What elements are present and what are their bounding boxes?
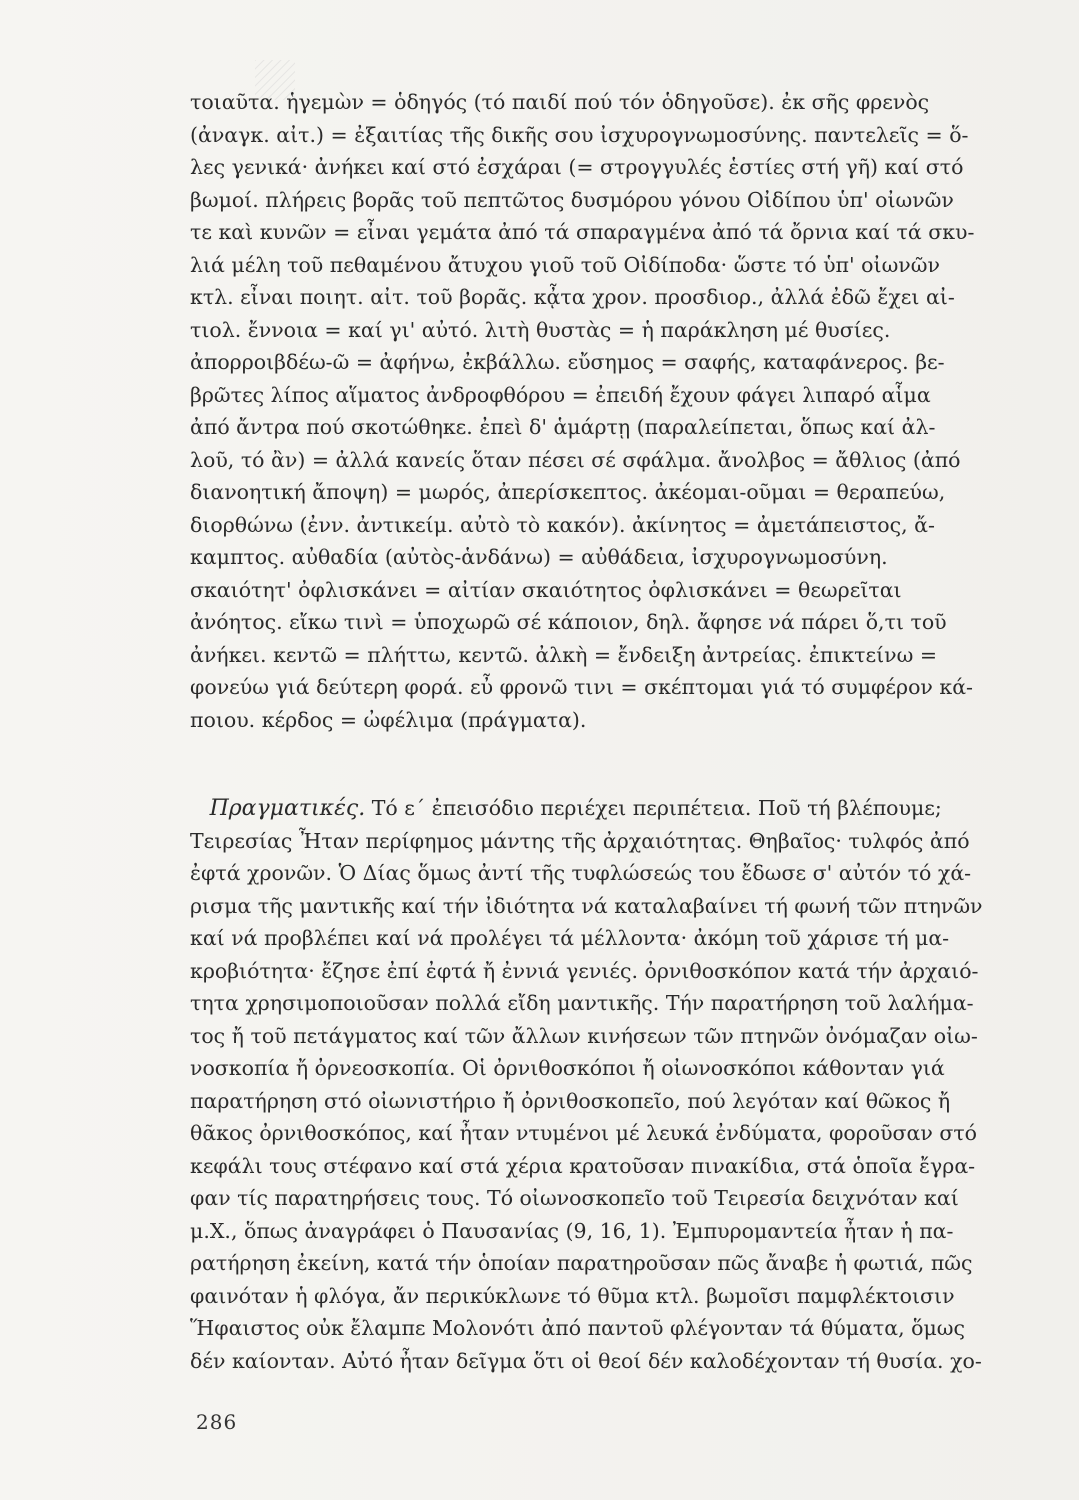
text-line: παρατήρηση στό οἰωνιστήριο ἤ ὀρνιθοσκοπεῖο, πού λεγόταν καί θῶκος ἤ [190,1088,951,1113]
text-line: λοῦ, τό ἂν) = ἀλλά κανείς ὅταν πέσει σέ σφάλμα. ἄνολβος = ἄθλιος (ἀπό [190,447,961,472]
text-line: τος ἤ τοῦ πετάγματος καί τῶν ἄλλων κινήσεων τῶν πτηνῶν ὀνόμαζαν οἰω- [190,1023,978,1048]
text-line: (ἀναγκ. αἰτ.) = ἐξαιτίας τῆς δικῆς σου ἰσχυρογνωμοσύνης. παντελεῖς = ὅ- [190,122,969,147]
text-line: φαν τίς παρατηρήσεις τους. Τό οἰωνοσκοπεῖο τοῦ Τειρεσία δειχνόταν καί [190,1186,959,1210]
page-number: 286 [196,1410,238,1434]
text-line: θᾶκος ὀρνιθοσκόπος, καί ἦταν ντυμένοι μέ λευκά ἐνδύματα, φοροῦσαν στό [190,1121,978,1145]
pragmatikes-paragraph [190,792,1038,1377]
text-line: ἀνήκει. κεντῶ = πλήττω, κεντῶ. ἀλκὴ = ἔνδειξη ἀντρείας. ἐπικτείνω = [190,642,938,667]
text-line: κτλ. εἶναι ποιητ. αἰτ. τοῦ βορᾶς. κᾆτα χρον. προσδιορ., ἀλλά ἐδῶ ἔχει αἰ- [190,285,955,309]
section-first-line [190,792,1038,825]
text-line: ρισμα τῆς μαντικῆς καί τήν ἰδιότητα νά καταλαβαίνει τή φωνή τῶν πτηνῶν [190,893,983,918]
text-line: λιά μέλη τοῦ πεθαμένου ἄτυχου γιοῦ τοῦ Οἰδίποδα· ὥστε τό ὑπ' οἰωνῶν [190,252,940,277]
text-line: διανοητική ἄποψη) = μωρός, ἀπερίσκεπτος. ἀκέομαι-οῦμαι = θεραπεύω, [190,480,946,504]
text-line: βρῶτες λίπος αἵματος ἀνδροφθόρου = ἐπειδή ἔχουν φάγει λιπαρό αἷμα [190,382,931,407]
text-line: τιολ. ἔννοια = καί γι' αὐτό. λιτὴ θυστὰς = ἡ παράκληση μέ θυσίες. [190,317,891,342]
section-heading: Πραγματικές. [209,796,366,821]
text-line: τε καὶ κυνῶν = εἶναι γεμάτα ἀπό τά σπαραγμένα ἀπό τά ὄρνια καί τά σκυ- [190,220,975,244]
text-line: Ἥφαιστος οὐκ ἔλαμπε Μολονότι ἀπό παντοῦ φλέγονταν τά θύματα, ὅμως [190,1316,965,1340]
text-line: σκαιότητ' ὀφλισκάνει = αἰτίαν σκαιότητος ὀφλισκάνει = θεωρεῖται [190,577,902,602]
text-line: τητα χρησιμοποιοῦσαν πολλά εἴδη μαντικῆς. Τήν παρατήρηση τοῦ λαλήμα- [190,991,974,1015]
text-line: φονεύω γιά δεύτερη φορά. εὖ φρονῶ τινι = σκέπτομαι γιά τό συμφέρον κά- [190,675,973,699]
text-line: καμπτος. αὐθαδία (αὐτὸς-ἁνδάνω) = αὐθάδεια, ἰσχυρογνωμοσύνη. [190,545,888,569]
text-line: ἐφτά χρονῶν. Ὁ Δίας ὅμως ἀντί τῆς τυφλώσεώς του ἔδωσε σ' αὐτόν τό χά- [190,861,972,885]
text-line: διορθώνω (ἐνν. ἀντικείμ. αὐτὸ τὸ κακόν). ἀκίνητος = ἀμετάπειστος, ἄ- [190,512,935,537]
text-line: Τειρεσίας Ἦταν περίφημος μάντης τῆς ἀρχαιότητας. Θηβαῖος· τυλφός ἀπό [190,828,970,853]
text-line: τοιαῦτα. ἡγεμὼν = ὁδηγός (τό παιδί πού τόν ὁδηγοῦσε). ἐκ σῆς φρενὸς [190,90,930,114]
text-line: ἀπορροιβδέω-ῶ = ἀφήνω, ἐκβάλλω. εὔσημος = σαφής, καταφάνερος. βε- [190,350,945,374]
section-intro: Τό ε΄ ἐπεισόδιο περιέχει περιπέτεια. Ποῦ τή βλέπουμε; [371,796,942,820]
text-line: δέν καίονταν. Αὐτό ἦταν δεῖγμα ὅτι οἱ θεοί δέν καλοδέχονταν τή θυσία. χο- [190,1348,982,1373]
text-line: κεφάλι τους στέφανο καί στά χέρια κρατοῦσαν πινακίδια, στά ὁποῖα ἔγρα- [190,1153,976,1178]
glossary-paragraph [190,86,1038,736]
text-line: ποιου. κέρδος = ὠφέλιμα (πράγματα). [190,707,587,732]
text-line: ἀνόητος. εἴκω τινὶ = ὑποχωρῶ σέ κάποιον, δηλ. ἄφησε νά πάρει ὅ,τι τοῦ [190,610,947,634]
text-line: κροβιότητα· ἔζησε ἐπί ἐφτά ἤ ἐννιά γενιές. ὀρνιθοσκόπον κατά τήν ἀρχαιό- [190,958,979,983]
text-line: φαινόταν ἡ φλόγα, ἄν περικύκλωνε τό θῦμα κτλ. βωμοῖσι παμφλέκτοισιν [190,1283,955,1308]
text-line: βωμοί. πλήρεις βορᾶς τοῦ πεπτῶτος δυσμόρου γόνου Οἰδίπου ὑπ' οἰωνῶν [190,187,954,212]
text-line: καί νά προβλέπει καί νά προλέγει τά μέλλοντα· ἀκόμη τοῦ χάρισε τή μα- [190,926,950,950]
text-line: νοσκοπία ἤ ὀρνεοσκοπία. Οἱ ὀρνιθοσκόποι ἤ οἰωνοσκόποι κάθονταν γιά [190,1056,945,1080]
text-line: λες γενικά· ἀνήκει καί στό ἐσχάραι (= στρογγυλές ἑστίες στή γῆ) καί στό [190,155,964,179]
text-line: ρατήρηση ἐκείνη, κατά τήν ὁποίαν παρατηροῦσαν πῶς ἄναβε ἡ φωτιά, πῶς [190,1251,973,1275]
text-line: ἀπό ἄντρα πού σκοτώθηκε. ἐπεὶ δ' ἁμάρτῃ (παραλείπεται, ὅπως καί ἀλ- [190,415,936,439]
text-line: μ.Χ., ὅπως ἀναγράφει ὁ Παυσανίας (9, 16, 1). Ἐμπυρομαντεία ἦταν ἡ πα- [190,1218,954,1243]
